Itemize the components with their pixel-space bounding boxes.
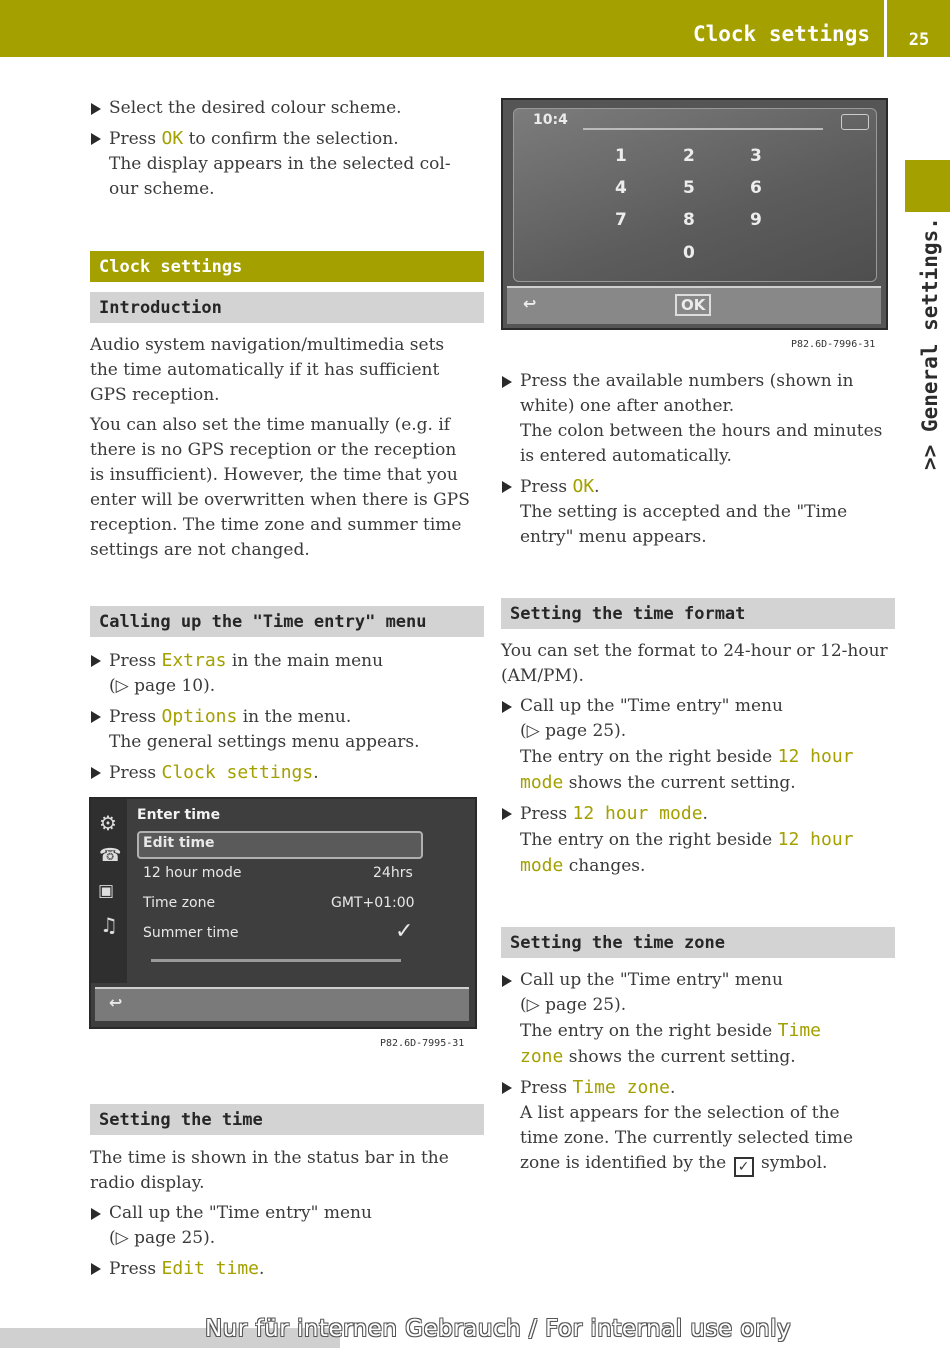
list-item: Select the desired colour scheme. [90, 96, 476, 121]
gear-icon: ⚙ [99, 811, 117, 835]
menu-item-time-zone[interactable]: Time zone [143, 895, 216, 911]
time-zone-steps [501, 968, 893, 1182]
list-item: Press the available numbers (shown in white) one after another. The colon between the hours and minutes is entered automatically. [501, 369, 893, 469]
internal-use-watermark: Nur für internen Gebrauch / For internal use only [205, 1316, 792, 1342]
screen-bottom-bar [95, 987, 469, 1021]
header-divider [884, 0, 887, 57]
menu-item-summer-time[interactable]: Summer time [143, 925, 239, 941]
menu-item-edit-time[interactable]: Edit time [143, 835, 215, 851]
section-heading-time-zone: Setting the time zone [501, 927, 895, 958]
scrollbar[interactable] [151, 959, 401, 962]
screen-title: Enter time [137, 807, 221, 823]
list-item: Press OK. The setting is accepted and the "Time entry" menu appears. [501, 474, 893, 550]
calling-up-steps [90, 648, 480, 791]
back-icon[interactable]: ↩ [109, 993, 123, 1012]
image-caption: P82.6D-7995-31 [380, 1038, 465, 1049]
left-column [90, 96, 476, 207]
list-item: Press Clock settings. [90, 760, 480, 786]
list-item: Press Options in the menu. The general settings menu appears. [90, 704, 480, 755]
time-display: 10:4 [533, 112, 568, 128]
keypad-panel [513, 108, 877, 282]
back-icon[interactable]: ↩ [523, 294, 537, 313]
menu-value-time-zone: GMT+01:00 [331, 895, 415, 911]
section-heading-setting-the-time: Setting the time [90, 1104, 484, 1135]
introduction-text: Audio system navigation/multimedia sets the time automatically if it has sufficient GPS reception. You can also set the time manually (e.g. if there is no GPS reception or the reception is insufficient). However, the time that you enter will be overwritten when there is GPS reception. The time zone and summer time settings are not changed. [90, 335, 470, 560]
list-item: Press Extras in the main menu (▷ page 10). [90, 648, 480, 699]
key-5[interactable]: 5 [683, 178, 695, 198]
key-7[interactable]: 7 [615, 210, 627, 230]
enter-time-screen [89, 797, 477, 1029]
time-format-text: You can set the format to 24-hour or 12-hour (AM/PM). Call up the "Time entry" menu (▷ page 25). The entry on the right beside 12 hour mode shows the current setting. Press 12 hour mode. The entry on the right beside 12 hour mode changes. [501, 639, 893, 884]
checkmark-icon: ✓ [395, 919, 414, 944]
time-keypad-screen [501, 98, 888, 330]
list-item: Press Time zone. A list appears for the selection of the time zone. The currently selected time zone is identified by the ✓ symbol. [501, 1075, 893, 1177]
chapter-label: >> General settings. [918, 217, 942, 470]
page-reference: (▷ page 25). [520, 995, 627, 1015]
page-reference: (▷ page 25). [520, 721, 627, 741]
key-6[interactable]: 6 [750, 178, 762, 198]
key-3[interactable]: 3 [750, 146, 762, 166]
phone-icon: ☎ [99, 845, 122, 866]
image-caption: P82.6D-7996-31 [791, 339, 876, 350]
page-number: 25 [908, 30, 930, 50]
page-title: Clock settings [692, 22, 870, 46]
key-4[interactable]: 4 [615, 178, 627, 198]
key-2[interactable]: 2 [683, 146, 695, 166]
section-heading-time-format: Setting the time format [501, 598, 895, 629]
list-item: Call up the "Time entry" menu (▷ page 25). The entry on the right beside Time zone shows the current setting. [501, 968, 893, 1070]
key-0[interactable]: 0 [683, 243, 695, 263]
delete-icon[interactable] [841, 114, 869, 130]
checkbox-checked-icon: ✓ [734, 1157, 754, 1177]
key-1[interactable]: 1 [615, 146, 627, 166]
keypad-steps [501, 369, 893, 555]
setting-time-text: The time is shown in the status bar in the radio display. Call up the "Time entry" menu (▷ page 25). Press Edit time. [90, 1146, 480, 1287]
section-heading-introduction: Introduction [90, 292, 484, 323]
section-heading-calling-up-menu: Calling up the "Time entry" menu [90, 606, 484, 637]
music-note-icon: ♫ [100, 913, 118, 937]
radio-icon: ▣ [98, 881, 115, 901]
list-item: Call up the "Time entry" menu (▷ page 25). [90, 1201, 480, 1251]
page-reference: (▷ page 10). [109, 676, 216, 696]
ok-key-reference: OK [161, 128, 184, 149]
key-8[interactable]: 8 [683, 210, 695, 230]
list-item: Press OK to confirm the selection. The display appears in the selected col- our scheme. [90, 126, 476, 202]
page-reference: (▷ page 25). [109, 1228, 216, 1248]
ok-button[interactable]: OK [675, 294, 711, 316]
list-item: Press 12 hour mode. The entry on the right beside 12 hour mode changes. [501, 801, 893, 879]
menu-item-12-hour-mode[interactable]: 12 hour mode [143, 865, 242, 881]
menu-value-12-hour-mode: 24hrs [373, 865, 413, 881]
list-item: Call up the "Time entry" menu (▷ page 25). The entry on the right beside 12 hour mode shows the current setting. [501, 694, 893, 796]
entry-underline [583, 128, 823, 130]
section-heading-clock-settings: Clock settings [90, 251, 484, 282]
key-9[interactable]: 9 [750, 210, 762, 230]
chapter-tab [905, 160, 950, 212]
list-item: Press Edit time. [90, 1256, 480, 1282]
